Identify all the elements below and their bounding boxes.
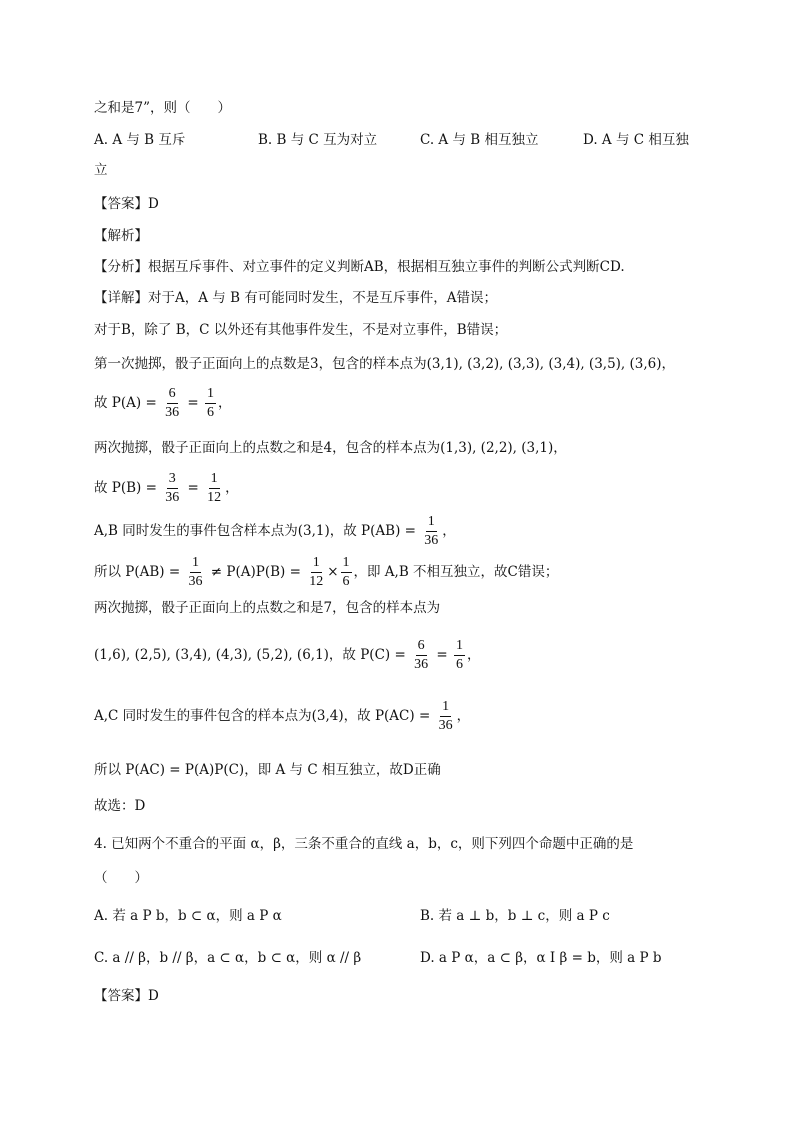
q4-option-a: A. 若 a P b，b ⊂ α，则 a P α (94, 908, 282, 924)
pab-end: ， (442, 523, 456, 539)
pc-eq: = (436, 647, 448, 663)
pc-fraction (412, 638, 430, 673)
q3-option-a: A. A 与 B 互斥 (94, 132, 186, 148)
q3-pb-equation (94, 469, 239, 507)
s1-mid: ≠ P(A)P(B) = (210, 564, 301, 580)
pb-eq: = (187, 480, 199, 496)
s1-fraction-2 (307, 555, 325, 590)
pc-den: 36 (414, 657, 429, 672)
q3-pac-equation (94, 697, 470, 735)
q3-option-d: D. A 与 C 相互独 (583, 132, 689, 148)
pab-den: 36 (424, 533, 439, 548)
ac-text: A,C 同时发生的事件包含的样本点为(3,4)，故 P(AC) = (94, 708, 431, 724)
pac-end: ， (456, 708, 471, 724)
pa-prefix: 故 P(A) = (94, 395, 157, 411)
pc-fraction-2 (454, 638, 465, 673)
pc-den2: 6 (455, 657, 463, 672)
pb-den: 36 (165, 490, 180, 505)
q3-answer: 【答案】D (94, 196, 159, 212)
q3-option-c: C. A 与 B 相互独立 (420, 132, 539, 148)
pa-fraction-2 (205, 386, 216, 421)
s1-end: ，即 A,B 不相互独立，故C错误； (353, 564, 559, 580)
q3-option-b: B. B 与 C 互为对立 (258, 132, 378, 148)
question-3-stem-end: 之和是7”，则（ ） (94, 100, 231, 116)
s1-den: 36 (188, 574, 203, 589)
q4-option-d: D. a P α，a ⊂ β，α I β = b，则 a P b (420, 950, 662, 966)
ab-text: A,B 同时发生的事件包含样本点为(3,1)，故 P(AB) = (94, 523, 416, 539)
pc-num2: 1 (454, 638, 465, 656)
s1-fraction-3 (341, 555, 352, 590)
pc-num: 6 (416, 638, 427, 656)
q3-analysis-heading: 【解析】 (94, 228, 148, 244)
s1-fraction (186, 555, 204, 590)
pa-fraction (163, 386, 181, 421)
q3-option-d-wrap: 立 (94, 162, 108, 178)
pc-end: ， (466, 647, 481, 663)
q3-fenxi: 【分析】根据互斥事件、对立事件的定义判断AB，根据相互独立事件的判断公式判断CD. (94, 259, 625, 275)
q3-guxuan: 故选：D (94, 798, 146, 814)
q4-option-c: C. a // β，b // β，a ⊂ α，b ⊂ α，则 α // β (94, 950, 362, 966)
s1-num: 1 (190, 555, 201, 573)
pb-end: ， (225, 480, 239, 496)
s1-times: × (327, 564, 339, 580)
q3-two-toss-4: 两次抛掷，骰子正面向上的点数之和是4，包含的样本点为(1,3), (2,2), (3,1)， (94, 440, 567, 456)
pa-den: 36 (165, 405, 180, 420)
pts7: (1,6), (2,5), (3,4), (4,3), (5,2), (6,1)，故 P(C) = (94, 647, 406, 663)
pa-eq: = (187, 395, 199, 411)
pac-num: 1 (440, 699, 451, 717)
q3-pa-equation (94, 384, 231, 422)
pb-fraction-2 (205, 471, 223, 506)
pac-fraction (437, 699, 455, 734)
q4-option-b: B. 若 a ⊥ b，b ⊥ c，则 a P c (420, 908, 610, 924)
q4-answer: 【答案】D (94, 988, 159, 1004)
pb-prefix: 故 P(B) = (94, 480, 157, 496)
q3-two-toss-7: 两次抛掷，骰子正面向上的点数之和是7，包含的样本点为 (94, 600, 441, 616)
s1-den2: 12 (309, 574, 324, 589)
suoyi1-prefix: 所以 P(AB) = (94, 564, 181, 580)
question-4-stem: 4. 已知两个不重合的平面 α，β，三条不重合的直线 a，b，c，则下列四个命题中正确的是 (94, 836, 634, 852)
pa-den2: 6 (206, 405, 214, 420)
pa-num2: 1 (205, 386, 216, 404)
pac-den: 36 (438, 718, 453, 733)
pa-end: ， (217, 395, 232, 411)
s1-den3: 6 (342, 574, 350, 589)
pb-fraction (163, 471, 181, 506)
pb-num: 3 (167, 471, 178, 489)
s1-num2: 1 (311, 555, 322, 573)
q3-pc-equation (94, 636, 480, 674)
question-4-stem-wrap: （ ） (94, 870, 148, 886)
q3-xiangjie: 【详解】对于A，A 与 B 有可能同时发生，不是互斥事件，A错误； (94, 290, 498, 306)
q3-suoyi-2: 所以 P(AC) = P(A)P(C)，即 A 与 C 相互独立，故D正确 (94, 762, 441, 778)
q3-pab-equation (94, 512, 456, 550)
q3-first-toss: 第一次抛掷，骰子正面向上的点数是3，包含的样本点为(3,1), (3,2), (3,3), (3,4), (3,5), (3,6)， (94, 356, 676, 372)
pb-den2: 12 (207, 490, 222, 505)
pab-num: 1 (426, 514, 437, 532)
pab-fraction (422, 514, 440, 549)
q3-independence-check-b (94, 553, 558, 591)
pb-num2: 1 (209, 471, 220, 489)
pa-num: 6 (167, 386, 178, 404)
s1-num3: 1 (341, 555, 352, 573)
q3-for-b: 对于B，除了 B，C 以外还有其他事件发生，不是对立事件，B错误； (94, 322, 508, 338)
